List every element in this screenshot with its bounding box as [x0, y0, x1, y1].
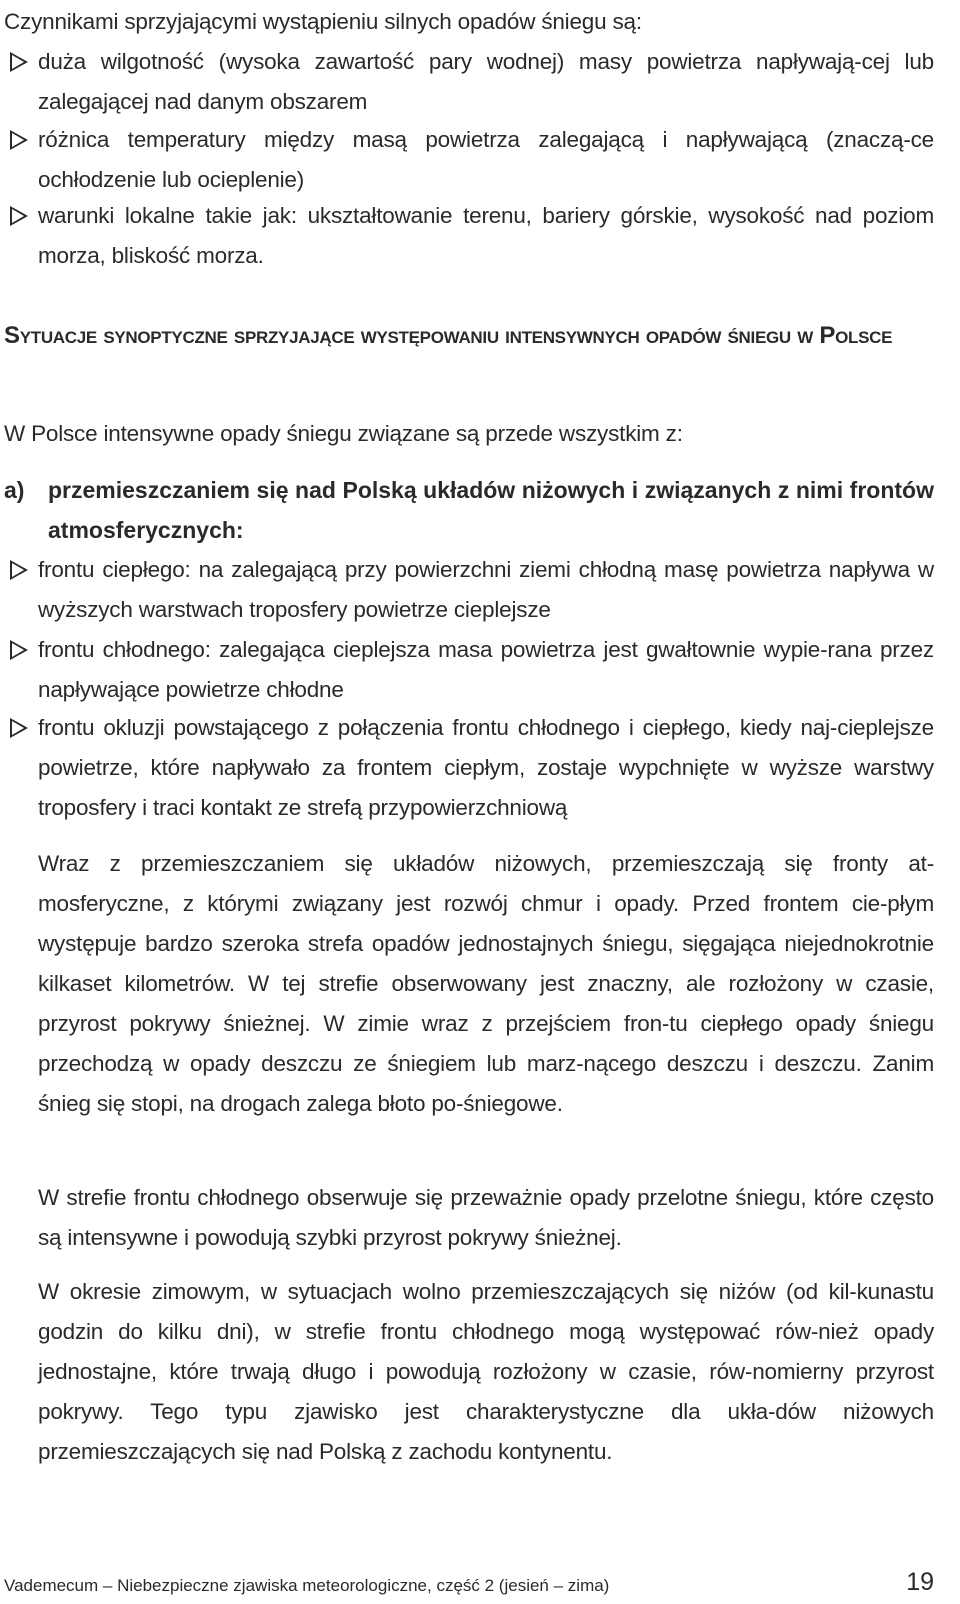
page-footer: [4, 1568, 934, 1600]
triangle-bullet-icon: [10, 52, 28, 72]
body-paragraph-2: W strefie frontu chłodnego obserwuje się przeważnie opady przelotne śniegu, które często są intensywne i powodują szybki przyrost pokrywy śnieżnej.: [38, 1185, 934, 1250]
intro-bullet-text: duża wilgotność (wysoka zawartość pary wodnej) masy powietrza napływają-cej lub zalegającej nad danym obszarem: [38, 49, 934, 114]
intro-bullet-text: warunki lokalne takie jak: ukształtowanie terenu, bariery górskie, wysokość nad poziom morza, bliskość morza.: [38, 203, 934, 268]
intro-bullet-1: [4, 42, 934, 122]
subpoint-a-text: przemieszczaniem się nad Polską układów niżowych i związanych z nimi frontów atmosferycznych:: [48, 477, 934, 543]
front-bullet-cold: [4, 630, 934, 710]
intro-bullet-text: różnica temperatury między masą powietrza zalegającą i napływającą (znaczą-ce ochłodzenie lub ocieplenie): [38, 127, 934, 192]
footer-title: Vademecum – Niebezpieczne zjawiska meteorologiczne, część 2 (jesień – zima): [4, 1576, 610, 1595]
front-bullet-text: frontu chłodnego: zalegająca cieplejsza masa powietrza jest gwałtownie wypie-rana przez napływające powietrze chłodne: [38, 637, 934, 702]
triangle-bullet-icon: [10, 130, 28, 150]
front-bullet-text: frontu okluzji powstającego z połączenia frontu chłodnego i ciepłego, kiedy naj-cieplejsze powietrze, które napływało za frontem ciepłym, zostaje wypchnięte w wyższe warstwy troposfery i traci kontakt ze strefą przypowierzchniową: [38, 715, 934, 820]
intro-bullet-3: [4, 196, 934, 276]
section-lead: W Polsce intensywne opady śniegu związane są przede wszystkim z:: [4, 421, 683, 446]
subpoint-a-label: a): [4, 477, 25, 503]
intro-lead: Czynnikami sprzyjającymi wystąpieniu silnych opadów śniegu są:: [4, 9, 642, 34]
front-bullet-occlusion: [4, 708, 934, 828]
front-bullet-warm: [4, 550, 934, 630]
front-bullet-text: frontu ciepłego: na zalegającą przy powierzchni ziemi chłodną masę powietrza napływa w wyższych warstwach troposfery powietrze cieplejsze: [38, 557, 934, 622]
body-paragraph-1: Wraz z przemieszczaniem się układów niżowych, przemieszczają się fronty at-mosferyczne, z którymi związany jest rozwój chmur i opady. Przed frontem cie-płym występuje bardzo szeroka strefa opadów jednostajnych śniegu, sięgająca niejednokrotnie kilkaset kilometrów. W tej strefie obserwowany jest znaczny, ale rozłożony w czasie, przyrost pokrywy śnieżnej. W zimie wraz z przejściem fron-tu ciepłego opady śniegu przechodzą w opady deszczu ze śniegiem lub marz-nącego deszczu i deszczu. Zanim śnieg się stopi, na drogach zalega błoto po-śniegowe.: [38, 851, 934, 1116]
intro-bullet-2: [4, 120, 934, 200]
subpoint-a: [4, 470, 934, 550]
triangle-bullet-icon: [10, 206, 28, 226]
body-paragraph-3: W okresie zimowym, w sytuacjach wolno przemieszczających się niżów (od kil-kunastu godzin do kilku dni), w strefie frontu chłodnego mogą występować rów-nież opady jednostajne, które trwają długo i powodują rozłożony w czasie, rów-nomierny przyrost pokrywy. Tego typu zjawisko jest charakterystyczne dla ukła-dów niżowych przemieszczających się nad Polską z zachodu kontynentu.: [38, 1279, 934, 1464]
triangle-bullet-icon: [10, 560, 28, 580]
page-number: 19: [906, 1568, 934, 1596]
triangle-bullet-icon: [10, 640, 28, 660]
section-heading: Sytuacje synoptyczne sprzyjające występowaniu intensywnych opadów śniegu w Polsce: [4, 322, 893, 349]
triangle-bullet-icon: [10, 718, 28, 738]
